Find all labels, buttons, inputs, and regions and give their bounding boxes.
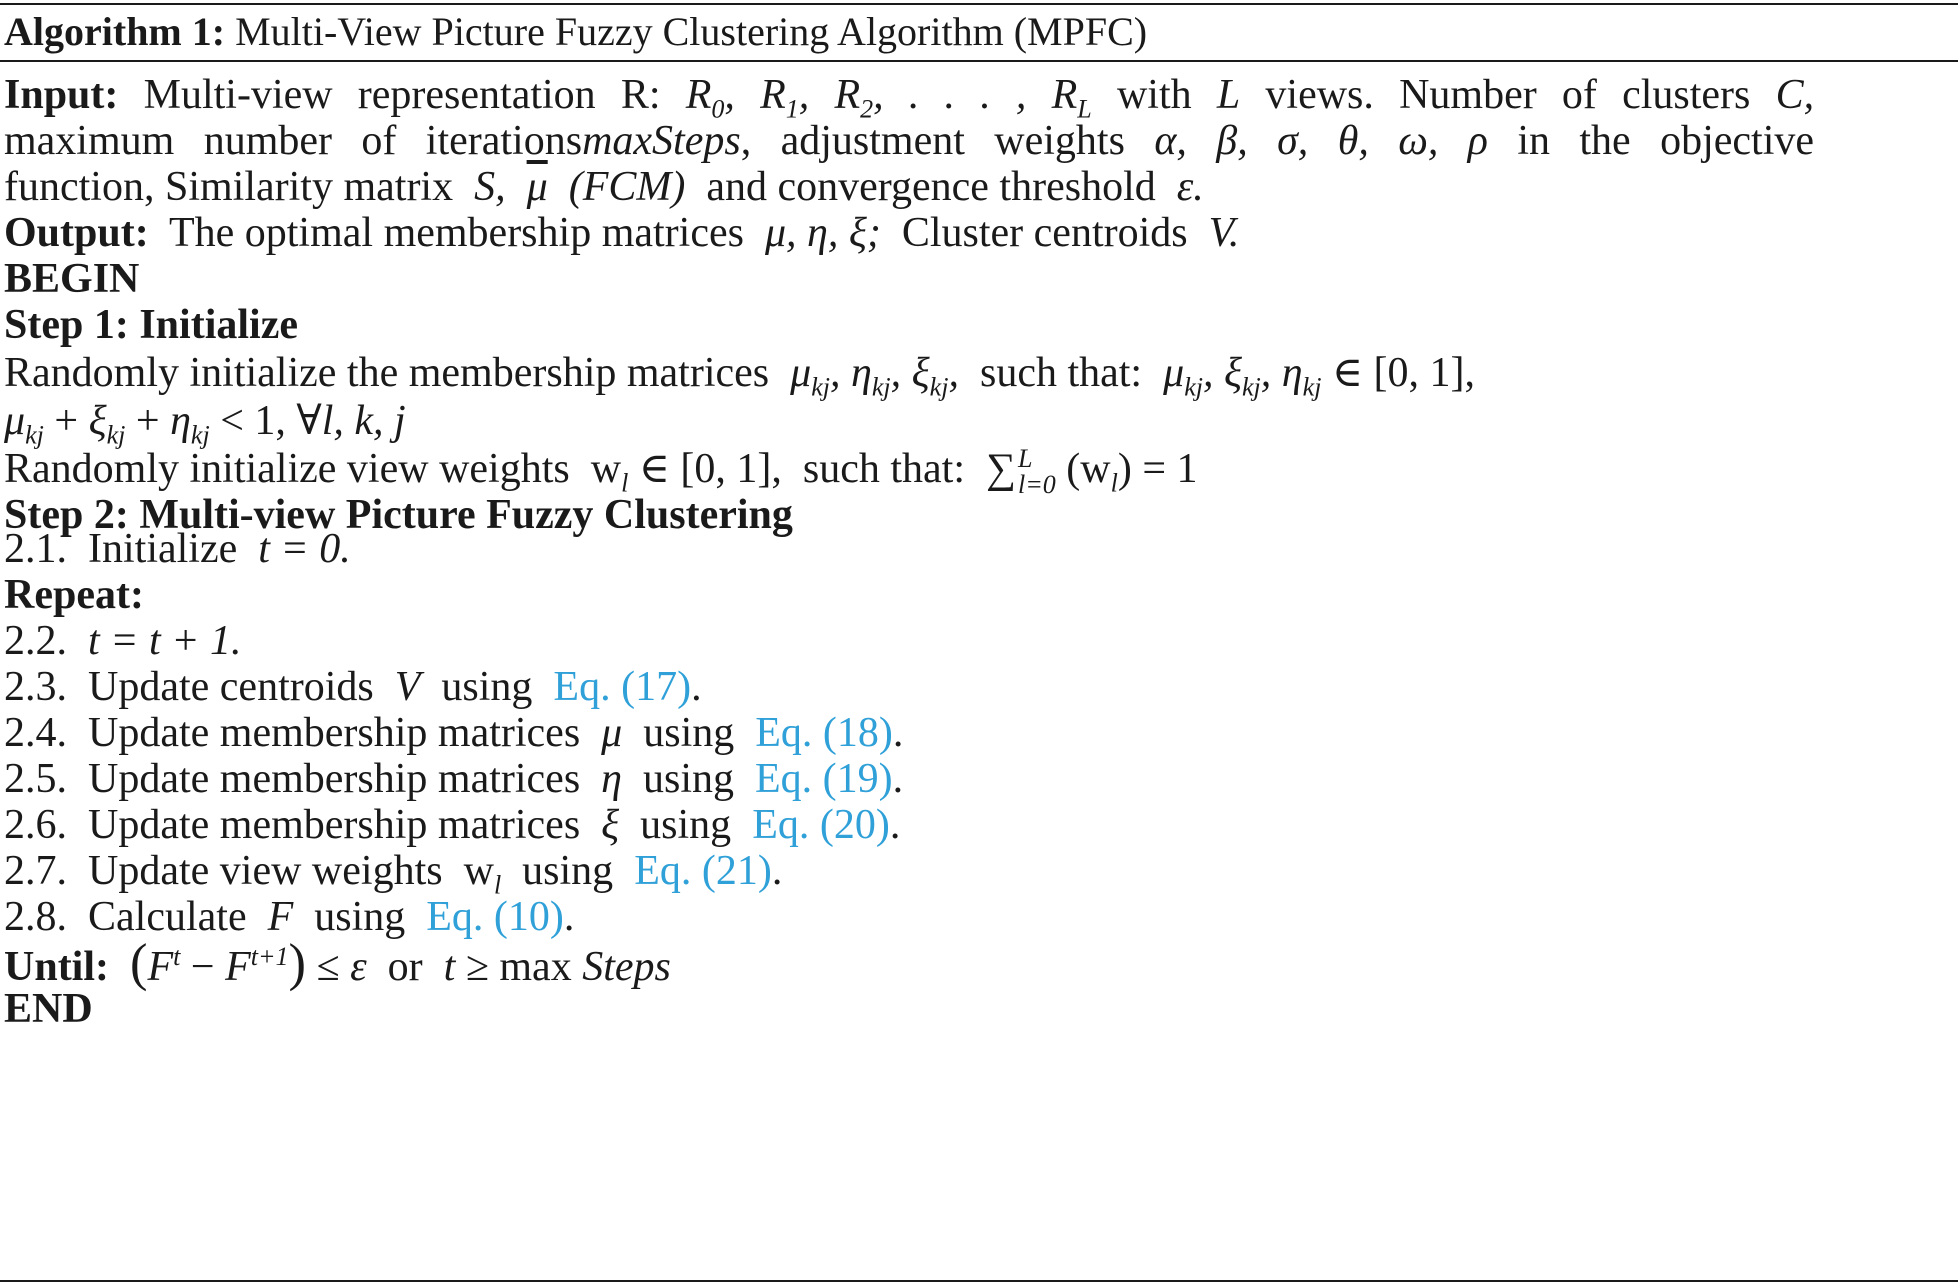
- mu-bar-var: $\overline{\mu}$: [526, 164, 548, 210]
- using-text: using: [522, 848, 614, 894]
- views-math: $R_0$, $R_1$, $R_2$, . . . , $R_L$: [685, 72, 1092, 124]
- step-number: 2.2.: [4, 618, 67, 664]
- using-text: using: [640, 802, 732, 848]
- equation-link[interactable]: Eq. (20): [752, 802, 890, 848]
- step-text: Update membership matrices: [88, 710, 581, 756]
- step-number: 2.5.: [4, 756, 67, 802]
- step-var: μ: [601, 710, 623, 756]
- until-keyword: Until:: [4, 944, 109, 990]
- step-number: 2.8.: [4, 894, 67, 940]
- iterations-text: maximum number of iterations: [4, 118, 583, 164]
- step-var: ξ: [601, 802, 620, 848]
- step-number: 2.3.: [4, 664, 67, 710]
- output-matrices: μ, η, ξ;: [764, 210, 881, 256]
- input-text: Multi-view representation R:: [143, 72, 661, 118]
- step1-heading: Step 1: Initialize: [4, 302, 298, 348]
- step-text: Update centroids: [88, 664, 374, 710]
- step2-5: 2.5. Update membership matrices η using Eq. (19).: [4, 756, 904, 802]
- step2-heading: Step 2: Multi-view Picture Fuzzy Clustering: [4, 492, 793, 538]
- with-text: with: [1116, 72, 1192, 118]
- repeat-keyword: Repeat:: [4, 572, 144, 618]
- step2-6: 2.6. Update membership matrices ξ using Eq. (20).: [4, 802, 901, 848]
- using-text: using: [643, 756, 735, 802]
- S-var: S,: [474, 164, 506, 210]
- init-membership-text: Randomly initialize the membership matrices: [4, 350, 770, 396]
- header-rule: [0, 60, 1958, 62]
- until-expression: $(F^t - F^{t+1}) \le \varepsilon$: [130, 934, 367, 992]
- such-that-text: such that:: [979, 350, 1143, 396]
- C-var: C,: [1775, 72, 1815, 118]
- objective-text: in the objective: [1517, 118, 1815, 164]
- membership-range: $\mu_{kj}$, $\xi_{kj}$, $\eta_{kj}$ ∈ [0, 1],: [1163, 350, 1475, 402]
- end-keyword: END: [4, 986, 93, 1032]
- algorithm-name: Multi-View Picture Fuzzy Clustering Algorithm (MPFC): [235, 9, 1148, 54]
- step-var: V: [394, 664, 421, 710]
- algorithm-title: [4, 4, 1147, 60]
- L-var: L: [1216, 72, 1241, 118]
- step-var: F: [267, 894, 294, 940]
- step2-7: 2.7. Update view weights $w_l$ using Eq. (21).: [4, 848, 783, 900]
- sum-lower: l=0: [1017, 470, 1056, 500]
- step-text: Initialize: [88, 526, 238, 572]
- output-line: [4, 204, 1239, 262]
- step-var: η: [601, 756, 623, 802]
- weights-text: , adjustment weights: [740, 118, 1125, 164]
- equation-link[interactable]: Eq. (10): [426, 894, 564, 940]
- maxsteps-var: maxSteps: [582, 118, 741, 164]
- begin-keyword: BEGIN: [4, 256, 140, 302]
- until-line: [4, 934, 671, 992]
- weight-range: $w_l$ ∈ [0, 1],: [590, 446, 782, 498]
- such-that-text-2: such that:: [802, 446, 966, 492]
- algorithm-label: Algorithm 1:: [4, 9, 226, 54]
- threshold-text: and convergence threshold: [706, 164, 1156, 210]
- sum-upper: L: [1017, 444, 1033, 474]
- step-number: 2.4.: [4, 710, 67, 756]
- equation-link[interactable]: Eq. (19): [755, 756, 893, 802]
- step2-8: 2.8. Calculate F using Eq. (10).: [4, 894, 575, 940]
- output-label: Output:: [4, 210, 149, 256]
- output-text: The optimal membership matrices: [168, 210, 744, 256]
- step-var: $w_l$: [463, 848, 502, 900]
- centroids-text: Cluster centroids: [901, 210, 1188, 256]
- step2-3: 2.3. Update centroids V using Eq. (17).: [4, 664, 702, 710]
- equation-link[interactable]: Eq. (18): [755, 710, 893, 756]
- until-expression-2: t ≥ max Steps: [443, 944, 671, 990]
- step-math: t = 0.: [258, 526, 351, 572]
- membership-sum-condition: $\mu_{kj} + \xi_{kj} + \eta_{kj} < 1$, ∀l, k, j: [4, 398, 406, 450]
- bottom-rule: [0, 1280, 1958, 1282]
- clusters-text: views. Number of clusters: [1265, 72, 1751, 118]
- weight-sum: ∑ L l=0 $(w_l) = 1$: [986, 444, 1198, 500]
- step-number: 2.1.: [4, 526, 67, 572]
- equation-link[interactable]: Eq. (21): [634, 848, 772, 894]
- step-text: Update view weights: [88, 848, 443, 894]
- step-number: 2.6.: [4, 802, 67, 848]
- step2-4: 2.4. Update membership matrices μ using Eq. (18).: [4, 710, 904, 756]
- using-text: using: [441, 664, 533, 710]
- step-number: 2.7.: [4, 848, 67, 894]
- weights-math: α, β, σ, θ, ω, ρ: [1154, 118, 1488, 164]
- using-text: using: [314, 894, 406, 940]
- or-text: or: [387, 944, 423, 990]
- step-text: Update membership matrices: [88, 802, 581, 848]
- input-label: Input:: [4, 72, 119, 118]
- step-text: Calculate: [88, 894, 247, 940]
- membership-vars: $\mu_{kj}$, $\eta_{kj}$, $\xi_{kj}$,: [790, 350, 959, 402]
- using-text: using: [643, 710, 735, 756]
- equation-link[interactable]: Eq. (17): [553, 664, 692, 710]
- epsilon-var: ε.: [1176, 164, 1204, 210]
- fcm-text: (FCM): [568, 164, 686, 210]
- V-var: V.: [1208, 210, 1240, 256]
- step-math: t = t + 1.: [88, 618, 242, 664]
- init-weights-text: Randomly initialize view weights: [4, 446, 570, 492]
- similarity-text: function, Similarity matrix: [4, 164, 454, 210]
- step-text: Update membership matrices: [88, 756, 581, 802]
